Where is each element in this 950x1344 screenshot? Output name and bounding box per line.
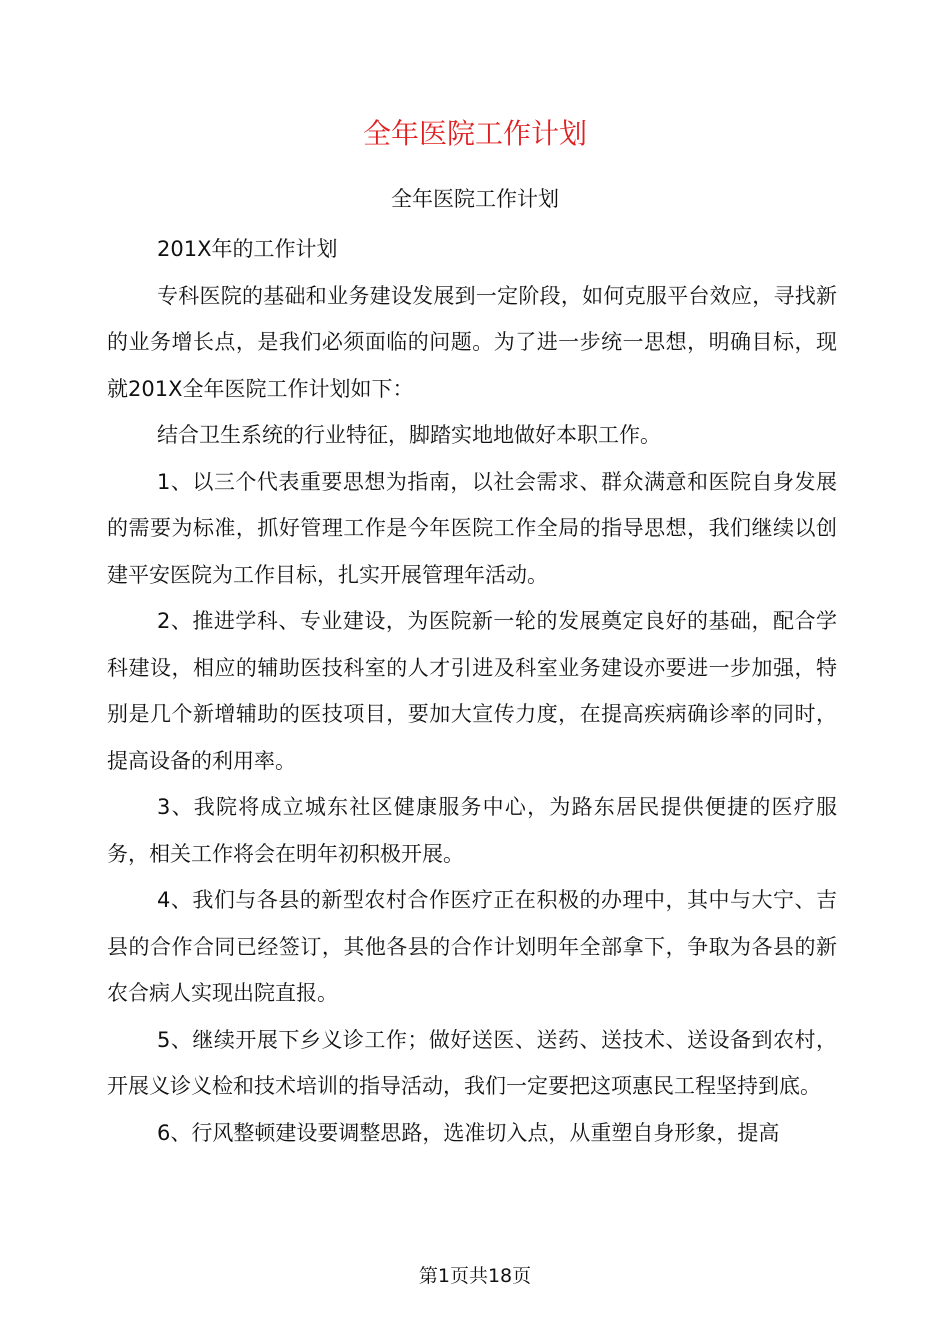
document-body <box>107 226 837 1156</box>
paragraph-year-heading: 201X年的工作计划 <box>157 237 338 261</box>
paragraph-item-5: 5、继续开展下乡义诊工作；做好送医、送药、送技术、送设备到农村，开展义诊义检和技术培训的指导活动，我们一定要把这项惠民工程坚持到底。 <box>107 1027 837 1098</box>
document-title: 全年医院工作计划 <box>362 117 587 150</box>
paragraph-item-1: 1、以三个代表重要思想为指南，以社会需求、群众满意和医院自身发展的需要为标准，抓好管理工作是今年医院工作全局的指导思想，我们继续以创建平安医院为工作目标，扎实开展管理年活动。 <box>107 469 837 587</box>
paragraph-intro: 专科医院的基础和业务建设发展到一定阶段，如何克服平台效应，寻找新的业务增长点，是我们必须面临的问题。为了进一步统一思想，明确目标，现就201X全年医院工作计划如下： <box>107 283 837 401</box>
document-subtitle: 全年医院工作计划 <box>391 187 559 211</box>
paragraph-principle: 结合卫生系统的行业特征，脚踏实地地做好本职工作。 <box>157 423 661 447</box>
page-number-footer: 第1页共18页 <box>418 1265 532 1287</box>
paragraph-item-2: 2、推进学科、专业建设，为医院新一轮的发展奠定良好的基础，配合学科建设，相应的辅助医技科室的人才引进及科室业务建设亦要进一步加强，特别是几个新增辅助的医技项目，要加大宣传力度，在提高疾病确诊率的同时，提高设备的利用率。 <box>107 609 837 773</box>
paragraph-item-4: 4、我们与各县的新型农村合作医疗正在积极的办理中，其中与大宁、吉县的合作合同已经签订，其他各县的合作计划明年全部拿下，争取为各县的新农合病人实现出院直报。 <box>107 888 837 1005</box>
paragraph-item-6: 6、行风整顿建设要调整思路，选准切入点，从重塑自身形象，提高 <box>157 1120 780 1145</box>
paragraph-item-3: 3、我院将成立城东社区健康服务中心，为路东居民提供便捷的医疗服务，相关工作将会在明年初积极开展。 <box>107 795 837 866</box>
